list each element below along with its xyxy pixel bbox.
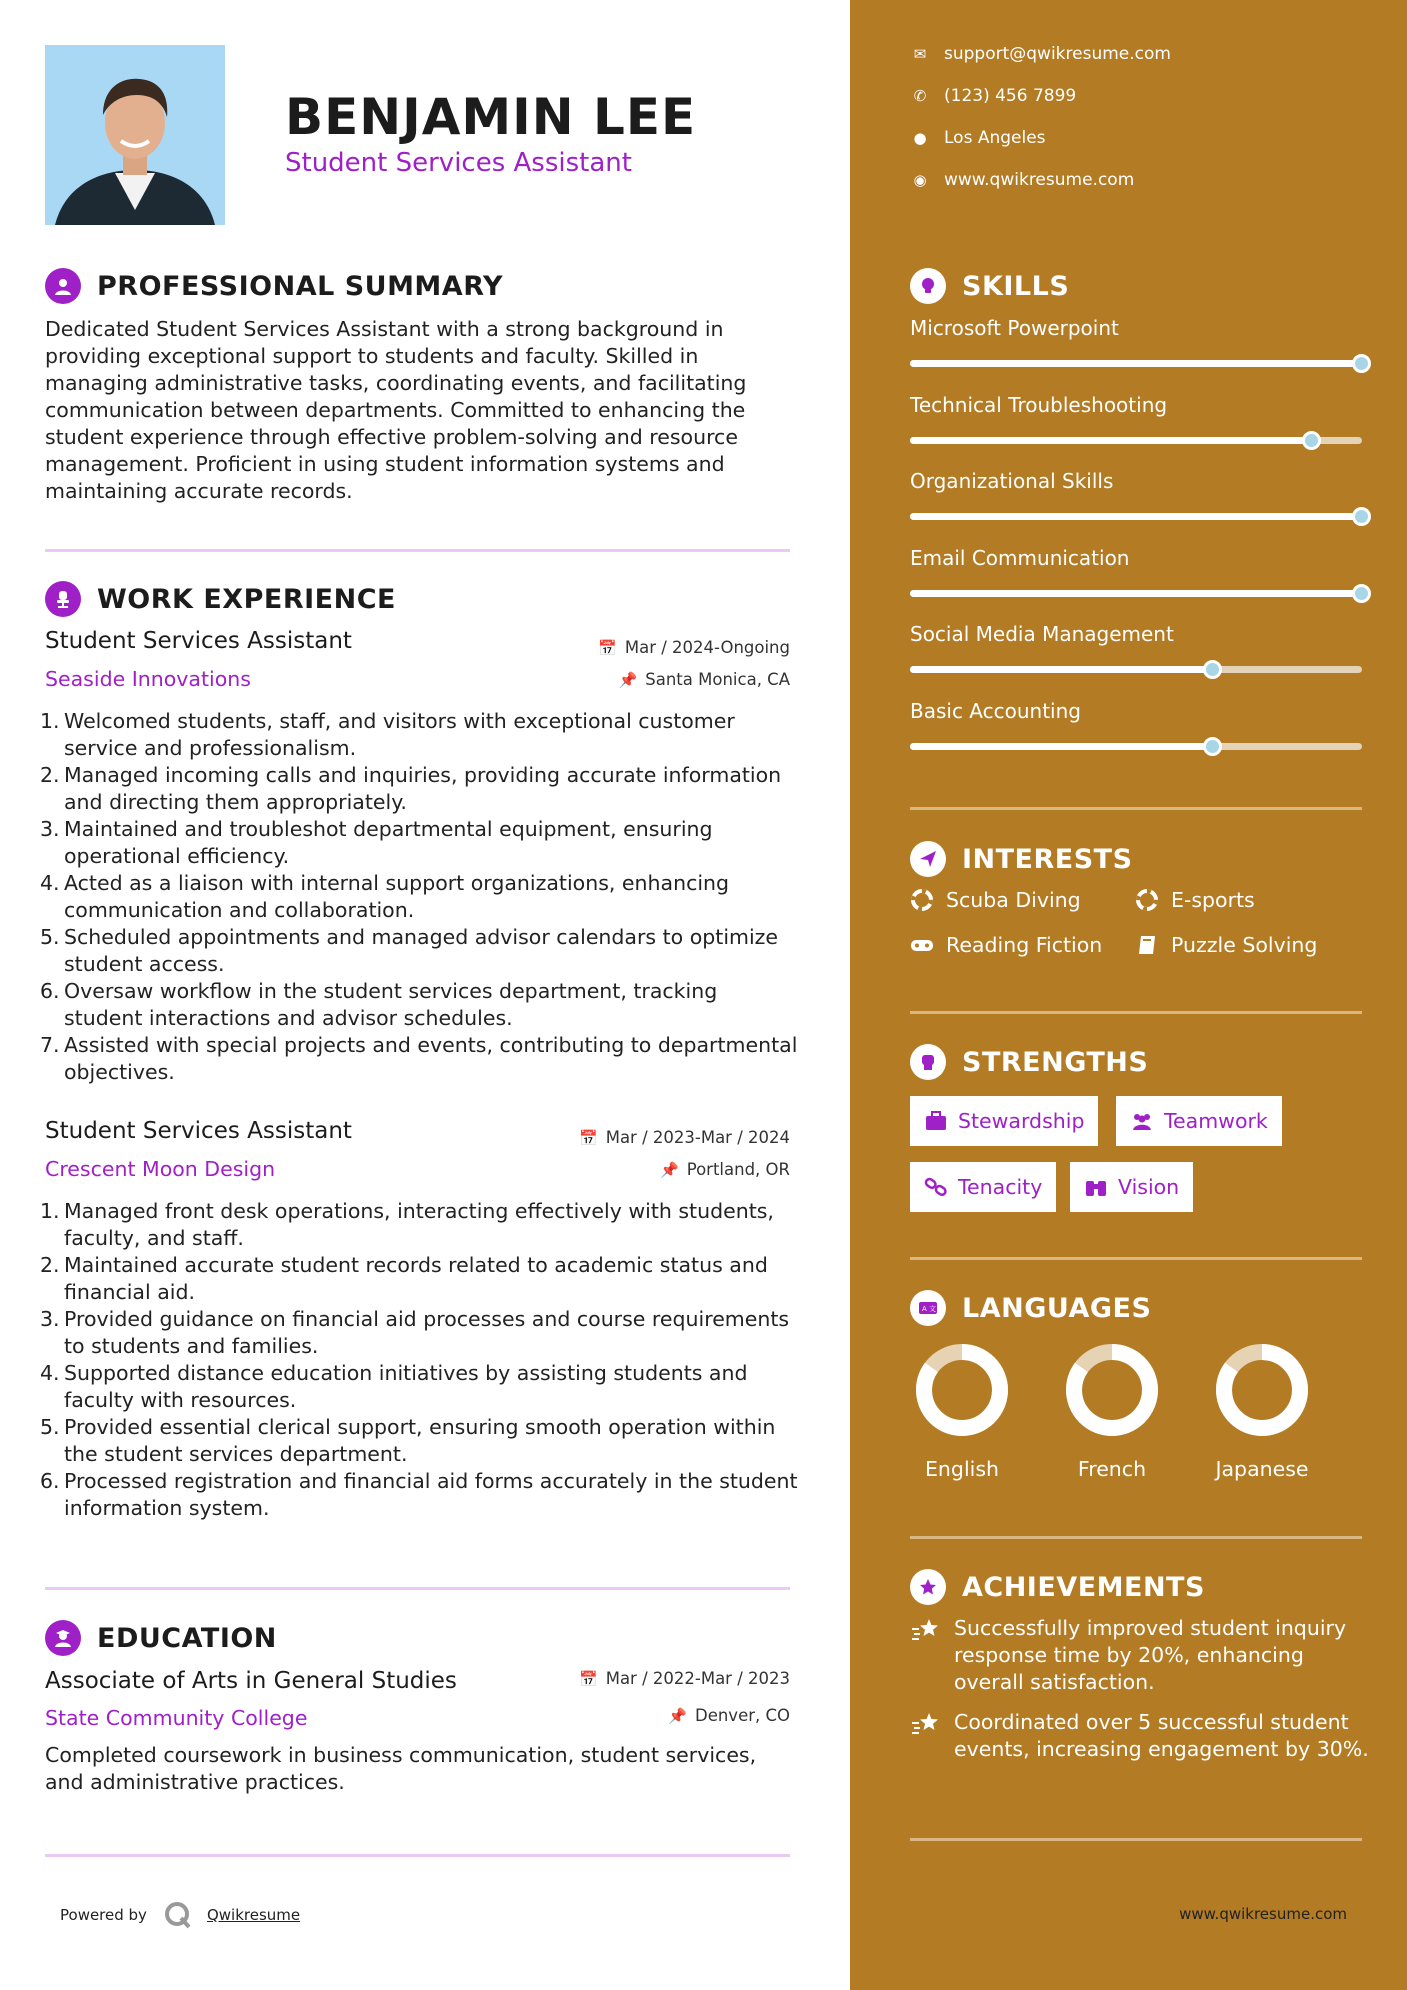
skill-label: Organizational Skills: [910, 469, 1114, 493]
job-company: Crescent Moon Design: [45, 1157, 276, 1181]
list-item: 4. Acted as a liaison with internal support organizations, enhancing communication and collaboration.: [40, 871, 730, 922]
contact-email[interactable]: [910, 44, 1171, 64]
summary-title: PROFESSIONAL SUMMARY: [97, 270, 504, 302]
summary-text: Dedicated Student Services Assistant with a strong background in providing exceptional support to students and faculty. Skilled in managing administrative tasks, coordinating events, and facilitating communication between departments. Committed to enhancing the student experience through effective problem-solving and resource management. Proficient in using student information systems and maintaining accurate records.: [45, 317, 747, 503]
svg-text:文: 文: [929, 1305, 936, 1313]
languages-heading: [910, 1290, 1151, 1326]
education-heading: [45, 1620, 277, 1656]
footer-url[interactable]: www.qwikresume.com: [1179, 1905, 1347, 1923]
job-date: [579, 1128, 790, 1147]
calendar-icon: 📅: [579, 1669, 598, 1688]
contact-location: [910, 128, 1046, 148]
list-item: 5. Provided essential clerical support, ensuring smooth operation within the student services department.: [40, 1415, 776, 1466]
shooting-star-icon: [910, 1709, 942, 1739]
gamepad-icon: [910, 934, 934, 956]
skill-label: Social Media Management: [910, 622, 1174, 646]
contact-website-text: www.qwikresume.com: [944, 170, 1135, 190]
interest-label: E-sports: [1171, 888, 1255, 912]
book-icon: [1135, 934, 1159, 956]
education-location: [668, 1706, 790, 1725]
contact-phone[interactable]: [910, 86, 1076, 106]
achievement-item: [910, 1615, 1370, 1696]
divider: [910, 1838, 1362, 1841]
strength-chip: [1070, 1162, 1193, 1212]
job-title: Student Services Assistant: [45, 628, 352, 654]
pin-icon: 📌: [668, 1706, 687, 1725]
divider: [910, 1536, 1362, 1539]
calendar-icon: 📅: [579, 1128, 598, 1147]
envelope-icon: ✉: [913, 45, 927, 63]
phone-icon: ✆: [913, 87, 927, 105]
education-text: Completed coursework in business communication, student services, and administrative practices.: [45, 1743, 757, 1794]
strength-label: Tenacity: [958, 1175, 1043, 1199]
divider: [45, 1587, 790, 1590]
skill-bar-fill: [910, 666, 1213, 673]
sidebar: [850, 0, 1407, 1990]
job-title: Student Services Assistant: [45, 1118, 352, 1144]
language-label: French: [1077, 1457, 1147, 1481]
list-item: 3. Provided guidance on financial aid processes and course requirements to students and families.: [40, 1307, 790, 1358]
list-item: 6. Processed registration and financial aid forms accurately in the student information system.: [40, 1469, 798, 1520]
list-item: 5. Scheduled appointments and managed advisor calendars to optimize student access.: [40, 925, 779, 976]
contact-phone-text: (123) 456 7899: [944, 86, 1077, 106]
strength-label: Vision: [1118, 1175, 1180, 1199]
education-date-text: Mar / 2022-Mar / 2023: [605, 1669, 790, 1688]
star-icon: [910, 1569, 946, 1605]
language-item: [1207, 1343, 1317, 1481]
interest-item: [1135, 888, 1255, 912]
work-heading: [45, 581, 396, 617]
skill-label: Email Communication: [910, 545, 1130, 570]
skill-label: Basic Accounting: [910, 698, 1081, 723]
list-item: 3. Maintained and troubleshot departmental equipment, ensuring operational efficiency.: [40, 817, 713, 868]
language-item: [1057, 1343, 1167, 1481]
strength-label: Teamwork: [1164, 1109, 1268, 1133]
degree-title: Associate of Arts in General Studies: [45, 1668, 457, 1694]
education-date: [579, 1669, 790, 1688]
list-item: 7. Assisted with special projects and events, contributing to departmental objectives.: [40, 1033, 798, 1084]
interest-item: [1135, 933, 1317, 957]
language-donut: [1065, 1343, 1159, 1437]
contact-email-text: support@qwikresume.com: [944, 44, 1171, 64]
profile-photo: [45, 45, 225, 225]
skill-bar: [910, 513, 1362, 520]
pin-icon: 📌: [618, 670, 638, 689]
skill-bar: [910, 360, 1362, 367]
education-title: EDUCATION: [97, 1622, 277, 1654]
skill-bar-knob: [1302, 431, 1321, 450]
list-item: 2. Managed incoming calls and inquiries, providing accurate information and directing them appropriately.: [40, 763, 782, 814]
shooting-star-icon: [910, 1615, 942, 1645]
user-icon: [45, 268, 81, 304]
powered-by-label: Powered by: [60, 1906, 147, 1924]
job-duties-list: [40, 708, 800, 1086]
graduation-icon: [45, 1620, 81, 1656]
achievement-text: Coordinated over 5 successful student events, increasing engagement by 30%.: [954, 1710, 1369, 1761]
skills-title: SKILLS: [962, 270, 1070, 302]
globe-icon: ◉: [913, 171, 927, 189]
qwikresume-logo-icon: [163, 1900, 193, 1930]
divider: [45, 549, 790, 552]
achievement-text: Successfully improved student inquiry response time by 20%, enhancing overall satisfaction.: [954, 1616, 1347, 1694]
person-icon: [45, 45, 225, 225]
divider: [45, 1854, 790, 1857]
job-location-text: Santa Monica, CA: [645, 670, 790, 689]
strengths-heading: [910, 1044, 1148, 1080]
skill-bar-knob: [1352, 354, 1371, 373]
briefcase-icon: [924, 1110, 948, 1132]
skills-heading: [910, 268, 1069, 304]
pin-icon: 📌: [660, 1160, 679, 1179]
achievement-item: [910, 1709, 1370, 1763]
skill-bar: [910, 590, 1362, 597]
school-name: State Community College: [45, 1706, 308, 1730]
skill-label: Microsoft Powerpoint: [910, 316, 1119, 340]
list-item: 1. Welcomed students, staff, and visitors with exceptional customer service and professionalism.: [40, 709, 735, 760]
skill-bar-knob: [1352, 584, 1371, 603]
candidate-name: BENJAMIN LEE: [285, 88, 697, 146]
achievements-title: ACHIEVEMENTS: [962, 1571, 1205, 1603]
contact-location-text: Los Angeles: [944, 128, 1046, 148]
fist-icon: [910, 1044, 946, 1080]
list-item: 6. Oversaw workflow in the student services department, tracking student interactions and advisor schedules.: [40, 979, 718, 1030]
users-icon: [1130, 1110, 1154, 1132]
divider: [910, 807, 1362, 810]
qwikresume-link[interactable]: Qwikresume: [206, 1906, 301, 1924]
strengths-title: STRENGTHS: [962, 1046, 1149, 1078]
skill-bar-knob: [1203, 660, 1222, 679]
binoculars-icon: [1084, 1176, 1108, 1198]
translate-icon: [910, 1290, 946, 1326]
language-donut: [1215, 1343, 1309, 1437]
work-title: WORK EXPERIENCE: [97, 583, 396, 615]
strength-chip: [1116, 1096, 1282, 1146]
link-icon: [924, 1176, 948, 1198]
skill-bar-fill: [910, 743, 1213, 750]
job-location: [619, 670, 790, 689]
skill-bar-fill: [910, 513, 1362, 520]
lifebuoy-icon: [1135, 889, 1159, 911]
divider: [910, 1011, 1362, 1014]
list-item: 4. Supported distance education initiatives by assisting students and faculty with resources.: [40, 1361, 748, 1412]
svg-text:A: A: [922, 1305, 927, 1313]
list-item: 1. Managed front desk operations, interacting effectively with students, faculty, and staff.: [40, 1199, 774, 1250]
skill-bar-knob: [1203, 737, 1222, 756]
job-date-text: Mar / 2023-Mar / 2024: [605, 1128, 790, 1147]
list-item: 2. Maintained accurate student records related to academic status and financial aid.: [40, 1253, 768, 1304]
skill-label: Technical Troubleshooting: [910, 392, 1168, 417]
paper-plane-icon: [910, 841, 946, 877]
calendar-icon: 📅: [598, 638, 617, 657]
lightbulb-icon: [910, 268, 946, 304]
job-company: Seaside Innovations: [45, 667, 251, 691]
job-location-text: Portland, OR: [686, 1160, 790, 1179]
strength-chip: [910, 1162, 1056, 1212]
location-pin-icon: ●: [913, 129, 927, 147]
skill-bar-fill: [910, 437, 1312, 444]
job-date: [598, 638, 790, 657]
interest-item: [910, 933, 1102, 957]
skill-bar-knob: [1352, 507, 1371, 526]
education-location-text: Denver, CO: [694, 1706, 790, 1725]
powered-by: [60, 1900, 300, 1930]
interest-label: Puzzle Solving: [1171, 933, 1318, 957]
skill-bar-fill: [910, 590, 1362, 597]
interests-heading: [910, 841, 1133, 877]
lifebuoy-icon: [910, 889, 934, 911]
achievements-heading: [910, 1569, 1205, 1605]
interest-label: Scuba Diving: [946, 888, 1081, 912]
job-date-text: Mar / 2024-Ongoing: [624, 638, 790, 657]
candidate-role: Student Services Assistant: [285, 148, 632, 178]
strength-chip: [910, 1096, 1098, 1146]
interest-item: [910, 888, 1081, 912]
contact-website[interactable]: [910, 170, 1134, 190]
languages-title: LANGUAGES: [962, 1292, 1152, 1324]
interest-label: Reading Fiction: [946, 933, 1103, 957]
divider: [910, 1257, 1362, 1260]
language-label: Japanese: [1215, 1457, 1309, 1481]
job-location: [660, 1160, 790, 1179]
skill-bar: [910, 437, 1362, 444]
summary-heading: [45, 268, 503, 304]
language-donut: [915, 1343, 1009, 1437]
language-item: [907, 1343, 1017, 1481]
skill-bar: [910, 743, 1362, 750]
briefcase-chair-icon: [45, 581, 81, 617]
language-label: English: [924, 1457, 1000, 1481]
skill-bar: [910, 666, 1362, 673]
skill-bar-fill: [910, 360, 1362, 367]
job-duties-list: [40, 1198, 800, 1522]
strength-label: Stewardship: [958, 1109, 1085, 1133]
interests-title: INTERESTS: [962, 843, 1133, 875]
